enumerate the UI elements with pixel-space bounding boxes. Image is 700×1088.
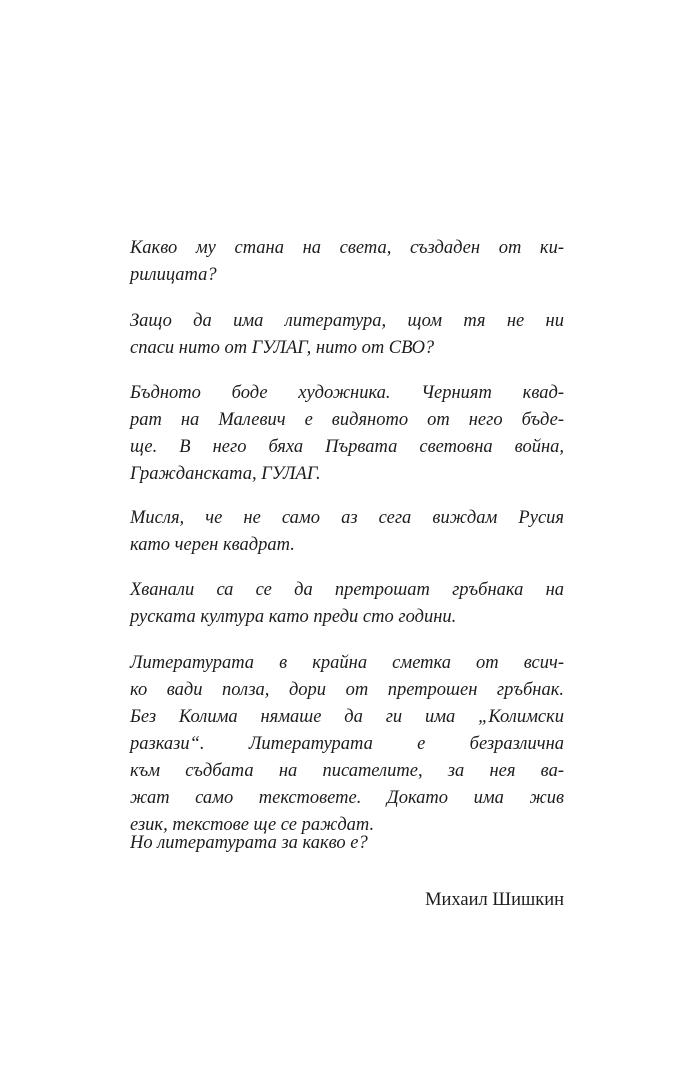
text-line: Защо да има литература, щом тя не ни bbox=[130, 311, 564, 331]
text-line: Без Колима нямаше да ги има „Колимски bbox=[130, 707, 564, 727]
text-line: Бъдното боде художника. Черният квад- bbox=[130, 383, 564, 403]
text-line: ще. В него бяха Първата световна война, bbox=[130, 437, 564, 457]
paragraph-7 bbox=[130, 830, 564, 857]
text-line: към съдбата на писателите, за нея ва- bbox=[130, 761, 564, 781]
text-line: Гражданската, ГУЛАГ. bbox=[130, 464, 321, 484]
text-line: ко вади полза, дори от претрошен гръбнак. bbox=[130, 680, 564, 700]
paragraph-6 bbox=[130, 650, 564, 839]
text-line: жат само текстовете. Докато има жив bbox=[130, 788, 564, 808]
text-line: като черен квадрат. bbox=[130, 535, 295, 555]
text-line: език, текстове ще се раждат. bbox=[130, 815, 375, 835]
text-line: руската култура като преди сто години. bbox=[130, 607, 457, 627]
text-line: Литературата в крайна сметка от всич- bbox=[130, 653, 564, 673]
text-line: спаси нито от ГУЛАГ, нито от СВО? bbox=[130, 338, 435, 358]
paragraph-3 bbox=[130, 380, 564, 488]
text-line: Какво му стана на света, създаден от ки- bbox=[130, 238, 564, 258]
text-line: разкази“. Литературата е безразлична bbox=[130, 734, 564, 754]
paragraph-2 bbox=[130, 308, 564, 362]
paragraph-1 bbox=[130, 235, 564, 289]
paragraph-5 bbox=[130, 577, 564, 631]
text-line: Но литературата за какво е? bbox=[130, 833, 368, 853]
paragraph-4 bbox=[130, 505, 564, 559]
text-line: рилицата? bbox=[130, 265, 217, 285]
text-line: рат на Малевич е видяното от него бъде- bbox=[130, 410, 564, 430]
author-signature: Михаил Шишкин bbox=[425, 890, 564, 910]
text-line: Мисля, че не само аз сега виждам Русия bbox=[130, 508, 564, 528]
text-line: Хванали са се да претрошат гръбнака на bbox=[130, 580, 564, 600]
